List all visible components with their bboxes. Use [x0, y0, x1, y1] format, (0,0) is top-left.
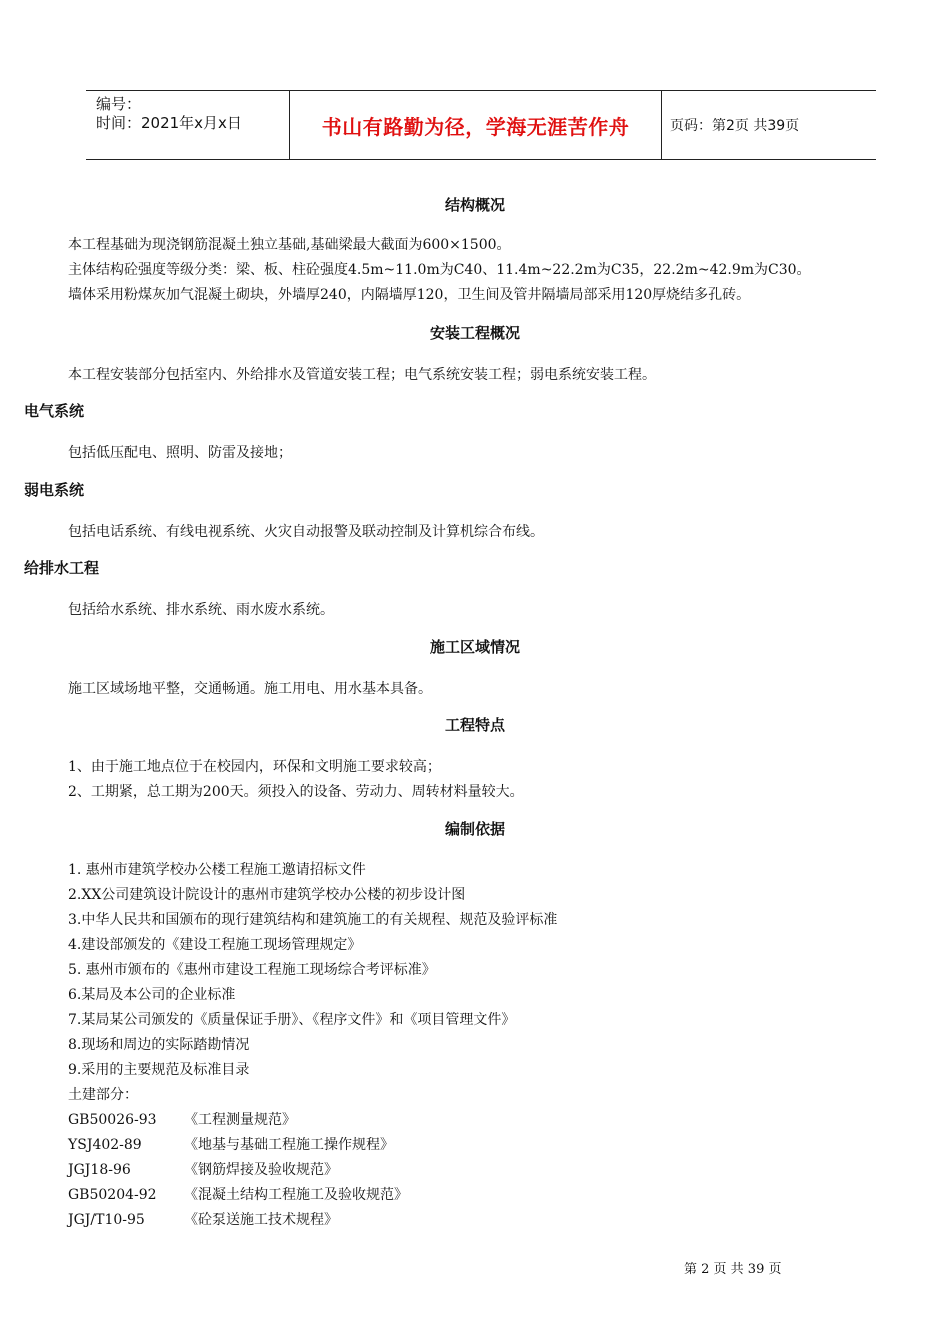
- electrical-paragraph: 包括低压配电、照明、防雷及接地；: [68, 445, 292, 461]
- standard-row: [68, 1183, 950, 1208]
- standard-code: YSJ402-89: [68, 1137, 142, 1153]
- feature-item-2: 2、工期紧，总工期为200天。须投入的设备、劳动力、周转材料量较大。: [68, 784, 524, 800]
- section-title-area: 施工区域情况: [429, 638, 520, 656]
- feature-item-1: 1、由于施工地点位于在校园内，环保和文明施工要求较高；: [68, 759, 441, 775]
- header-meta: [86, 91, 289, 159]
- time-label: 时间：2021年x月x日: [96, 114, 242, 132]
- basis-item: 4.建设部颁发的《建设工程施工现场管理规定》: [68, 937, 362, 953]
- section-title-install: 安装工程概况: [429, 324, 520, 342]
- standard-code: JGJ/T10-95: [68, 1212, 145, 1228]
- standard-name: 《钢筋焊接及验收规范》: [184, 1162, 338, 1178]
- header-motto-cell: [289, 91, 662, 159]
- standard-code: GB50026-93: [68, 1112, 157, 1128]
- section-title-electrical: 电气系统: [24, 402, 85, 420]
- section-title-water: 给排水工程: [24, 559, 100, 577]
- motto: 书山有路勤为径，学海无涯苦作舟: [321, 114, 630, 139]
- basis-list: [68, 858, 950, 1233]
- structure-line-3: 墙体采用粉煤灰加气混凝土砌块，外墙厚240，内隔墙厚120，卫生间及管井隔墙局部采用120厚烧结多孔砖。: [68, 287, 751, 303]
- structure-line-2: 主体结构砼强度等级分类：梁、板、柱砼强度4.5m~11.0m为C40、11.4m~22.2m为C35，22.2m~42.9m为C30。: [68, 262, 811, 278]
- standard-name: 《工程测量规范》: [184, 1112, 296, 1128]
- standard-code: GB50204-92: [68, 1187, 157, 1203]
- section-title-weak: 弱电系统: [24, 481, 85, 499]
- standard-code: JGJ18-96: [68, 1162, 131, 1178]
- header-page-info: 页码：第2页 共39页: [670, 118, 800, 134]
- features-paragraph: [68, 755, 950, 805]
- civil-label: 土建部分：: [68, 1087, 138, 1103]
- basis-item: 8.现场和周边的实际踏勘情况: [68, 1037, 250, 1053]
- area-paragraph: 施工区域场地平整，交通畅通。施工用电、用水基本具备。: [68, 681, 432, 697]
- basis-item: 9.采用的主要规范及标准目录: [68, 1062, 250, 1078]
- standard-name: 《砼泵送施工技术规程》: [184, 1212, 338, 1228]
- standard-row: [68, 1158, 950, 1183]
- standard-row: [68, 1133, 950, 1158]
- standard-name: 《地基与基础工程施工操作规程》: [184, 1137, 394, 1153]
- standard-row: [68, 1208, 950, 1233]
- basis-item: 3.中华人民共和国颁布的现行建筑结构和建筑施工的有关规程、规范及验评标准: [68, 912, 558, 928]
- structure-line-1: 本工程基础为现浇钢筋混凝土独立基础,基础梁最大截面为600×1500。: [68, 237, 511, 253]
- section-title-structure: 结构概况: [444, 196, 505, 214]
- document-header: [86, 90, 876, 160]
- water-paragraph: 包括给水系统、排水系统、雨水废水系统。: [68, 602, 334, 618]
- basis-item: 1. 惠州市建筑学校办公楼工程施工邀请招标文件: [68, 862, 366, 878]
- basis-item: 6.某局及本公司的企业标准: [68, 987, 236, 1003]
- section-title-basis: 编制依据: [444, 820, 505, 838]
- section-title-features: 工程特点: [444, 716, 505, 734]
- structure-paragraph: [68, 233, 950, 308]
- install-paragraph: 本工程安装部分包括室内、外给排水及管道安装工程；电气系统安装工程；弱电系统安装工程。: [68, 367, 656, 383]
- page-footer: 第 2 页 共 39 页: [684, 1262, 782, 1277]
- basis-item: 5. 惠州市颁布的《惠州市建设工程施工现场综合考评标准》: [68, 962, 436, 978]
- basis-item: 2.XX公司建筑设计院设计的惠州市建筑学校办公楼的初步设计图: [68, 887, 466, 903]
- weak-paragraph: 包括电话系统、有线电视系统、火灾自动报警及联动控制及计算机综合布线。: [68, 524, 544, 540]
- basis-item: 7.某局某公司颁发的《质量保证手册》、《程序文件》和《项目管理文件》: [68, 1012, 516, 1028]
- number-label: 编号：: [96, 95, 142, 113]
- standard-row: [68, 1108, 950, 1133]
- standard-name: 《混凝土结构工程施工及验收规范》: [184, 1187, 408, 1203]
